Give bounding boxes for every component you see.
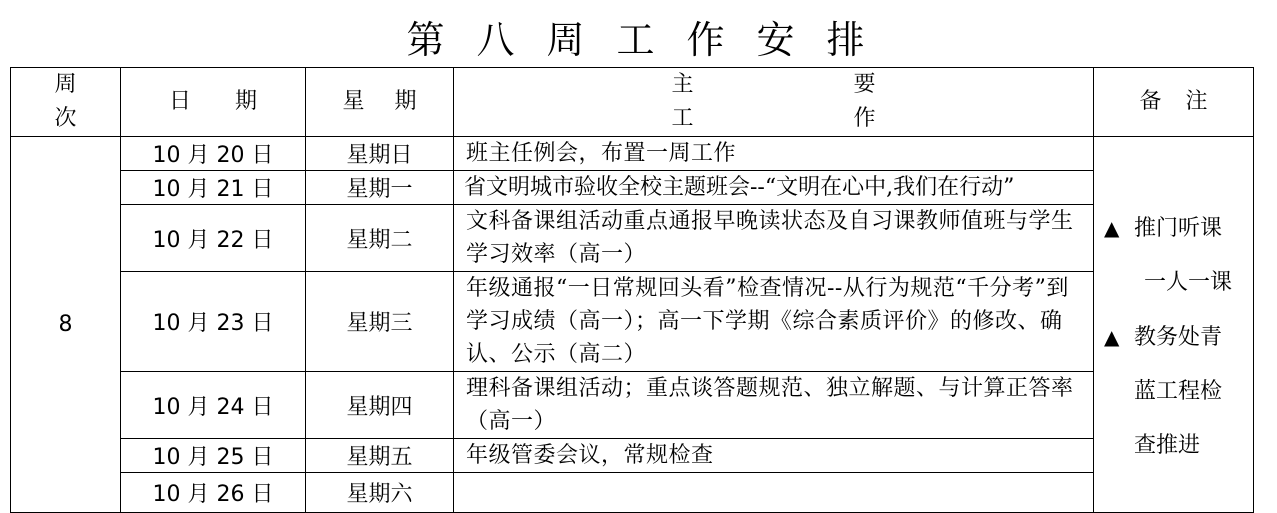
row-work: 省文明城市验收全校主题班会--“文明在心中,我们在行动” [454, 171, 1094, 205]
note-item-1-cont: 一人一课 [1144, 270, 1233, 295]
row-day: 星期三 [306, 272, 454, 372]
row-day: 星期二 [306, 205, 454, 272]
row-day: 星期日 [306, 137, 454, 171]
schedule-table [10, 67, 1254, 513]
row-date: 10 月 21 日 [121, 171, 306, 205]
note-item-2-cont: 蓝工程检 [1134, 379, 1223, 404]
page-title: 第八周工作安排 [406, 18, 897, 62]
table-row [11, 272, 1254, 372]
row-day: 星期五 [306, 439, 454, 473]
header-note: 备注 [1094, 68, 1254, 137]
row-date: 10 月 24 日 [121, 372, 306, 439]
row-work: 年级通报“一日常规回头看”检查情况--从行为规范“千分考”到学习成绩（高一）；高一下学期《综合素质评价》的修改、确认、公示（高二） [454, 272, 1094, 372]
table-row [11, 205, 1254, 272]
header-day: 星期 [306, 68, 454, 137]
row-day: 星期六 [306, 473, 454, 513]
table-row [11, 171, 1254, 205]
note-item-2 [1104, 310, 1253, 365]
header-week: 周次 [11, 68, 121, 137]
notes-cell [1094, 137, 1254, 513]
note-text: 推门听课 [1134, 216, 1223, 241]
table-row [11, 473, 1254, 513]
triangle-icon: ▲ [1104, 325, 1120, 349]
row-date: 10 月 23 日 [121, 272, 306, 372]
header-date: 日期 [121, 68, 306, 137]
week-number: 8 [11, 137, 121, 513]
row-date: 10 月 22 日 [121, 205, 306, 272]
row-date: 10 月 26 日 [121, 473, 306, 513]
row-work: 文科备课组活动重点通报早晚读状态及自习课教师值班与学生学习效率（高一） [454, 205, 1094, 272]
row-date: 10 月 20 日 [121, 137, 306, 171]
row-work [454, 473, 1094, 513]
row-work: 年级管委会议，常规检查 [454, 439, 1094, 473]
row-day: 星期一 [306, 171, 454, 205]
table-header-row [11, 68, 1254, 137]
table-row [11, 372, 1254, 439]
note-item-1 [1104, 201, 1253, 256]
note-text: 教务处青 [1134, 325, 1223, 350]
row-work: 理科备课组活动；重点谈答题规范、独立解题、与计算正答率（高一） [454, 372, 1094, 439]
row-work: 班主任例会，布置一周工作 [454, 137, 1094, 171]
row-date: 10 月 25 日 [121, 439, 306, 473]
note-item-2-cont: 查推进 [1134, 433, 1201, 458]
triangle-icon: ▲ [1104, 216, 1120, 240]
header-work: 主要工作 [454, 68, 1094, 137]
row-day: 星期四 [306, 372, 454, 439]
table-row [11, 439, 1254, 473]
table-row [11, 137, 1254, 171]
